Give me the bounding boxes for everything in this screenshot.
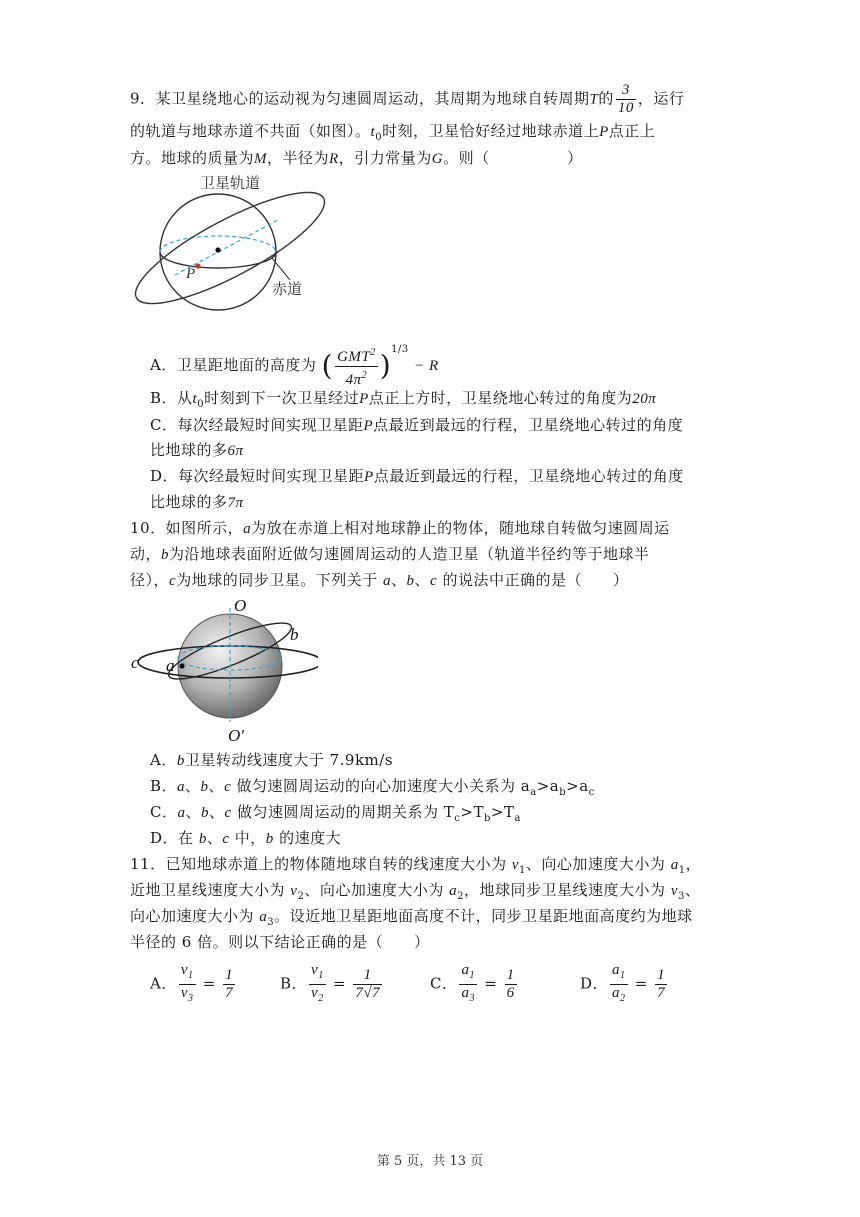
q9-line1: 9．某卫星绕地心的运动视为匀速圆周运动，其周期为地球自转周期T的 $\frac{3}{10}$ ，运行	[130, 82, 685, 116]
q9-option-c-cont: 比地球的多6π	[150, 441, 244, 459]
q10-option-a[interactable]: A．b卫星转动线速度大于 7.9km/s	[150, 751, 394, 769]
fraction-gmt: $\frac{GMT^2}{4\pi^2}$	[335, 344, 378, 389]
satellite-orbit-figure	[120, 170, 350, 320]
orbit-label: 卫星轨道	[200, 174, 261, 192]
label-c: c	[131, 653, 139, 672]
q11-option-a[interactable]: A． $\frac{v_1}{v_3}$ = $\frac{1}{7}$	[150, 962, 234, 1004]
equator-label: 赤道	[272, 280, 303, 298]
q11-option-c[interactable]: C． $\frac{a_1}{a_3}$ = $\frac{1}{6}$	[430, 962, 515, 1004]
axis-o-label: O	[234, 596, 247, 615]
q9-option-a[interactable]: A．卫星距地面的高度为 ( $\frac{GMT^2}{4\pi^2}$ )$^{1/3}$ − R	[150, 344, 439, 388]
point-p-label: P	[186, 266, 196, 282]
q11-line1: 11．已知地球赤道上的物体随地球自转的线速度大小为 $v_1$、向心加速度大小为 $a_1$，	[130, 855, 702, 876]
q10-option-c[interactable]: C．a、b、c 做匀速圆周运动的周期关系为 $T_c>T_b>T_a$	[150, 803, 521, 824]
q9-option-c[interactable]: C．每次经最短时间实现卫星距P点最近到最远的行程，卫星绕地心转过的角度	[150, 416, 684, 434]
label-a: a	[166, 656, 175, 675]
q9-option-d-cont: 比地球的多7π	[150, 493, 244, 511]
q9-line3: 方。地球的质量为M，半径为R，引力常量为G。则（ ）	[130, 149, 583, 167]
q10-line1: 10．如图所示，a为放在赤道上相对地球静止的物体，随地球自转做匀速圆周运	[130, 519, 670, 537]
q10-option-d[interactable]: D．在 b、c 中，b 的速度大	[150, 829, 342, 847]
earth-satellites-figure	[128, 596, 318, 744]
q9-option-b[interactable]: B．从$t_0$时刻到下一次卫星经过P点正上方时，卫星绕地心转过的角度为20π	[150, 389, 657, 410]
axis-o-prime-label: O′	[228, 726, 244, 744]
fraction-3-10: $\frac{3}{10}$	[617, 82, 634, 116]
q9-option-d[interactable]: D．每次经最短时间实现卫星距P点最近到最远的行程，卫星绕地心转过的角度	[150, 467, 684, 485]
q10-line3: 径），c为地球的同步卫星。下列关于 a、b、c 的说法中正确的是（ ）	[130, 571, 629, 589]
q9-line2: 的轨道与地球赤道不共面（如图）。$t_0$时刻，卫星恰好经过地球赤道上P点正上	[130, 122, 656, 143]
q10-option-b[interactable]: B．a、b、c 做匀速圆周运动的向心加速度大小关系为 $a_a>a_b>a_c$	[150, 777, 595, 798]
q11-line3: 向心加速度大小为 $a_3$。设近地卫星距地面高度不计，同步卫星距地面高度约为地球	[130, 907, 693, 928]
q11-line2: 近地卫星线速度大小为 $v_2$、向心加速度大小为 $a_2$，地球同步卫星线速度大小为 $v_3$、	[130, 881, 701, 902]
page-footer: 第 5 页，共 13 页	[376, 1154, 484, 1169]
q10-line2: 动，b为沿地球表面附近做匀速圆周运动的人造卫星（轨道半径约等于地球半	[130, 545, 650, 563]
q11-option-d[interactable]: D． $\frac{a_1}{a_2}$ = $\frac{1}{7}$	[580, 962, 666, 1004]
q11-line4: 半径的 6 倍。则以下结论正确的是（ ）	[130, 933, 430, 951]
label-b: b	[290, 625, 299, 644]
q11-option-b[interactable]: B． $\frac{v_1}{v_2}$ = $\frac{1}{7√7}$	[280, 962, 381, 1004]
